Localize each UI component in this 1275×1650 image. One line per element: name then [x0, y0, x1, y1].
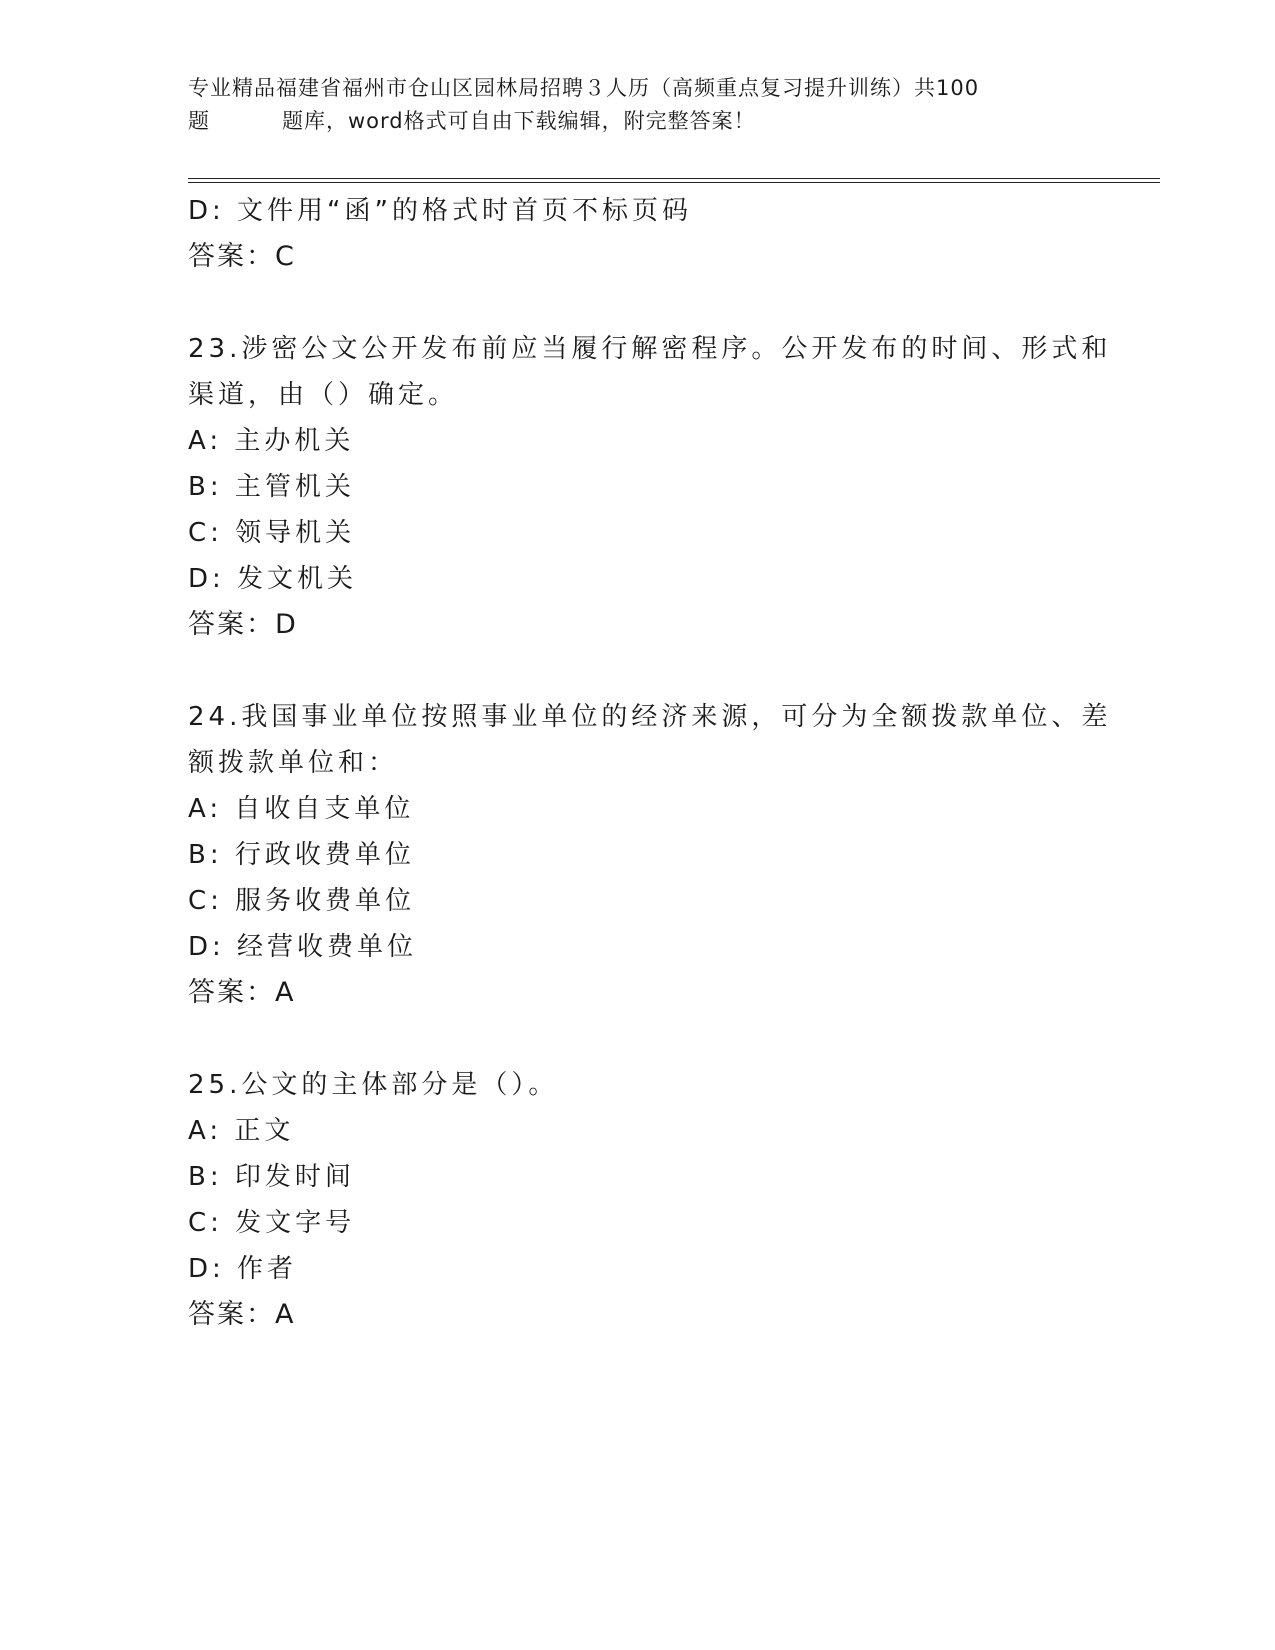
- answer-line: 答案：A: [188, 977, 296, 1008]
- page-header: [188, 72, 1088, 138]
- answer-line: 答案：A: [188, 1299, 296, 1330]
- question-23: [188, 326, 1112, 648]
- option-d: D: 文件用“函”的格式时首页不标页码: [188, 196, 692, 226]
- option-c: C: 领导机关: [188, 518, 356, 548]
- option-b: B: 印发时间: [188, 1162, 355, 1192]
- header-title-line2-left: 题: [188, 109, 210, 133]
- header-title-line2: [188, 105, 1088, 138]
- option-d: D: 作者: [188, 1254, 298, 1284]
- answer-line: 答案：D: [188, 609, 298, 640]
- question-24: [188, 694, 1112, 1016]
- question-text-line: 渠道，由（）确定。: [188, 380, 459, 410]
- option-b: B: 主管机关: [188, 472, 355, 502]
- option-c: C: 服务收费单位: [188, 886, 416, 916]
- question-text-line: 25.公文的主体部分是（）。: [188, 1070, 559, 1100]
- option-a: A: 自收自支单位: [188, 794, 415, 824]
- header-title-line2-right: 题库，word格式可自由下载编辑，附完整答案！: [282, 109, 756, 133]
- question-25: [188, 1062, 1088, 1338]
- header-gap: [210, 105, 282, 138]
- header-title-line1: 专业精品福建省福州市仓山区园林局招聘３人历（高频重点复习提升训练）共100: [188, 76, 980, 100]
- question-22-continuation: [188, 188, 1088, 280]
- option-d: D: 经营收费单位: [188, 932, 418, 962]
- question-text-line: 24.我国事业单位按照事业单位的经济来源，可分为全额拨款单位、差: [188, 702, 1112, 732]
- option-a: A: 正文: [188, 1116, 295, 1146]
- question-text-line: 额拨款单位和：: [188, 748, 399, 778]
- header-divider: [188, 178, 1160, 183]
- block-spacer: [188, 280, 1088, 326]
- block-spacer: [188, 648, 1088, 694]
- option-c: C: 发文字号: [188, 1208, 356, 1238]
- option-a: A: 主办机关: [188, 426, 355, 456]
- option-d: D: 发文机关: [188, 564, 358, 594]
- block-spacer: [188, 1016, 1088, 1062]
- question-text-line: 23.涉密公文公开发布前应当履行解密程序。公开发布的时间、形式和: [188, 334, 1112, 364]
- answer-line: 答案：C: [188, 241, 296, 272]
- option-b: B: 行政收费单位: [188, 840, 415, 870]
- document-body: [188, 188, 1112, 1338]
